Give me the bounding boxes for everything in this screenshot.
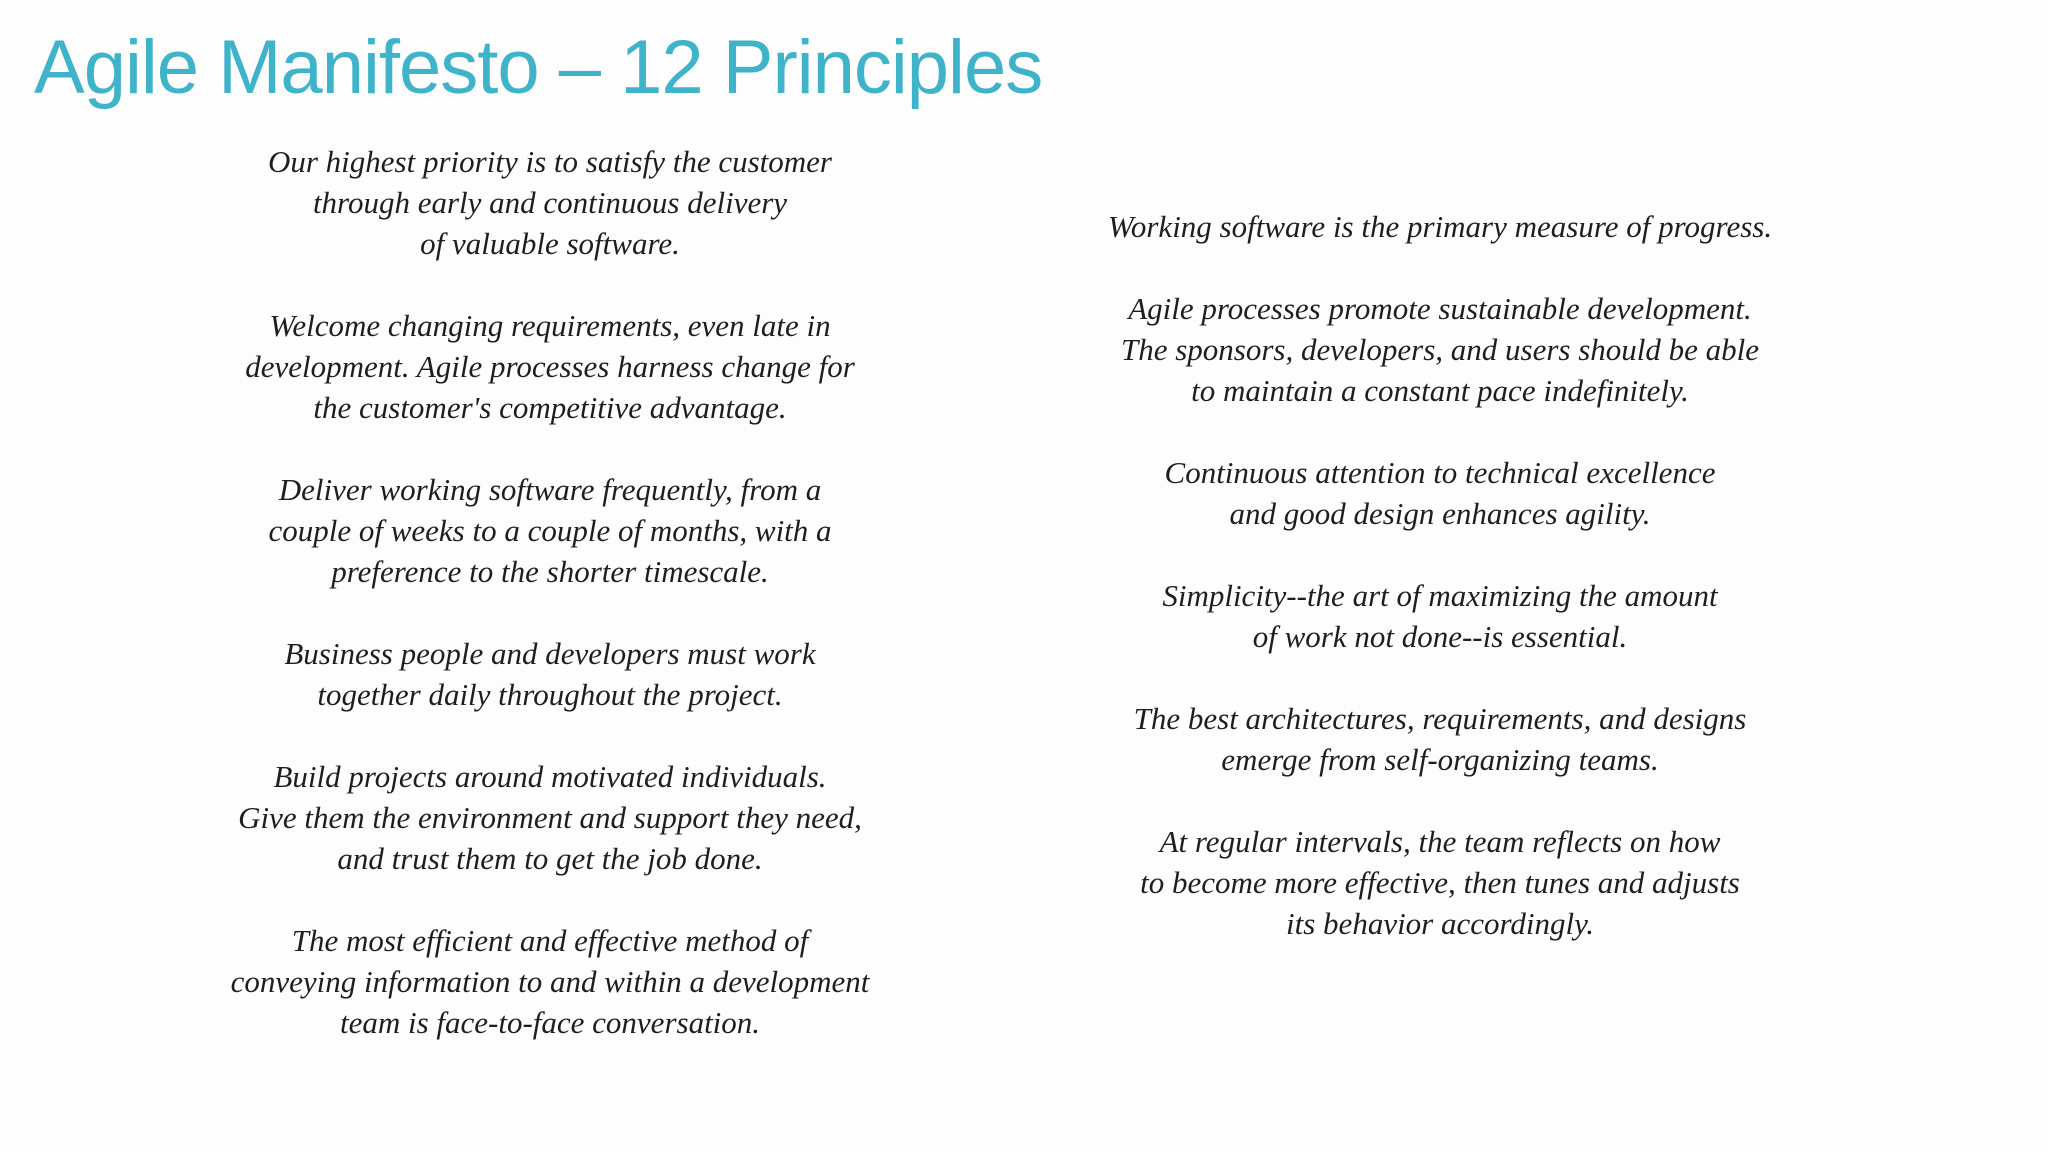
principle-line: its behavior accordingly. <box>1286 906 1594 941</box>
principle-line: At regular intervals, the team reflects on how <box>1159 824 1721 859</box>
principle-line: Simplicity--the art of maximizing the amount <box>1162 578 1718 613</box>
principle-line: through early and continuous delivery <box>312 185 788 220</box>
principle-line: of work not done--is essential. <box>1252 619 1628 654</box>
principle-line: Our highest priority is to satisfy the customer <box>267 144 832 179</box>
principle-line: The most efficient and effective method of <box>291 923 809 958</box>
principle-6 <box>150 920 950 1043</box>
principle-line: team is face-to-face conversation. <box>339 1005 761 1040</box>
principle-line: together daily throughout the project. <box>317 677 783 712</box>
principle-line: Deliver working software frequently, from a <box>278 472 822 507</box>
principle-8 <box>1040 288 1840 411</box>
principle-line: Give them the environment and support they need, <box>238 800 862 835</box>
principle-line: Continuous attention to technical excellence <box>1164 455 1716 490</box>
principle-line: Welcome changing requirements, even late in <box>269 308 831 343</box>
principles-left-column <box>150 141 950 1084</box>
principle-11 <box>1040 698 1840 780</box>
principle-1 <box>150 141 950 264</box>
principle-3 <box>150 469 950 592</box>
principle-12 <box>1040 821 1840 944</box>
principle-line: Working software is the primary measure of progress. <box>1107 209 1773 244</box>
principle-line: to become more effective, then tunes and adjusts <box>1140 865 1740 900</box>
principle-line: Build projects around motivated individuals. <box>273 759 827 794</box>
principle-line: conveying information to and within a development <box>230 964 870 999</box>
principle-line: development. Agile processes harness change for <box>245 349 855 384</box>
slide-title: Agile Manifesto – 12 Principles <box>34 25 1043 110</box>
principle-2 <box>150 305 950 428</box>
principle-line: Agile processes promote sustainable development. <box>1128 291 1752 326</box>
principle-line: couple of weeks to a couple of months, with a <box>268 513 832 548</box>
principle-line: the customer's competitive advantage. <box>313 390 787 425</box>
principle-line: The sponsors, developers, and users should be able <box>1120 332 1760 367</box>
principle-line: The best architectures, requirements, and designs <box>1133 701 1747 736</box>
principle-line: to maintain a constant pace indefinitely. <box>1191 373 1689 408</box>
principle-line: Business people and developers must work <box>284 636 816 671</box>
principle-7 <box>1040 206 1840 247</box>
principles-right-column <box>1040 206 1840 985</box>
principle-5 <box>150 756 950 879</box>
principle-line: and trust them to get the job done. <box>337 841 763 876</box>
principle-line: emerge from self-organizing teams. <box>1221 742 1659 777</box>
principle-9 <box>1040 452 1840 534</box>
principle-10 <box>1040 575 1840 657</box>
principle-line: of valuable software. <box>420 226 680 261</box>
principle-line: preference to the shorter timescale. <box>331 554 769 589</box>
principle-4 <box>150 633 950 715</box>
principle-line: and good design enhances agility. <box>1229 496 1651 531</box>
